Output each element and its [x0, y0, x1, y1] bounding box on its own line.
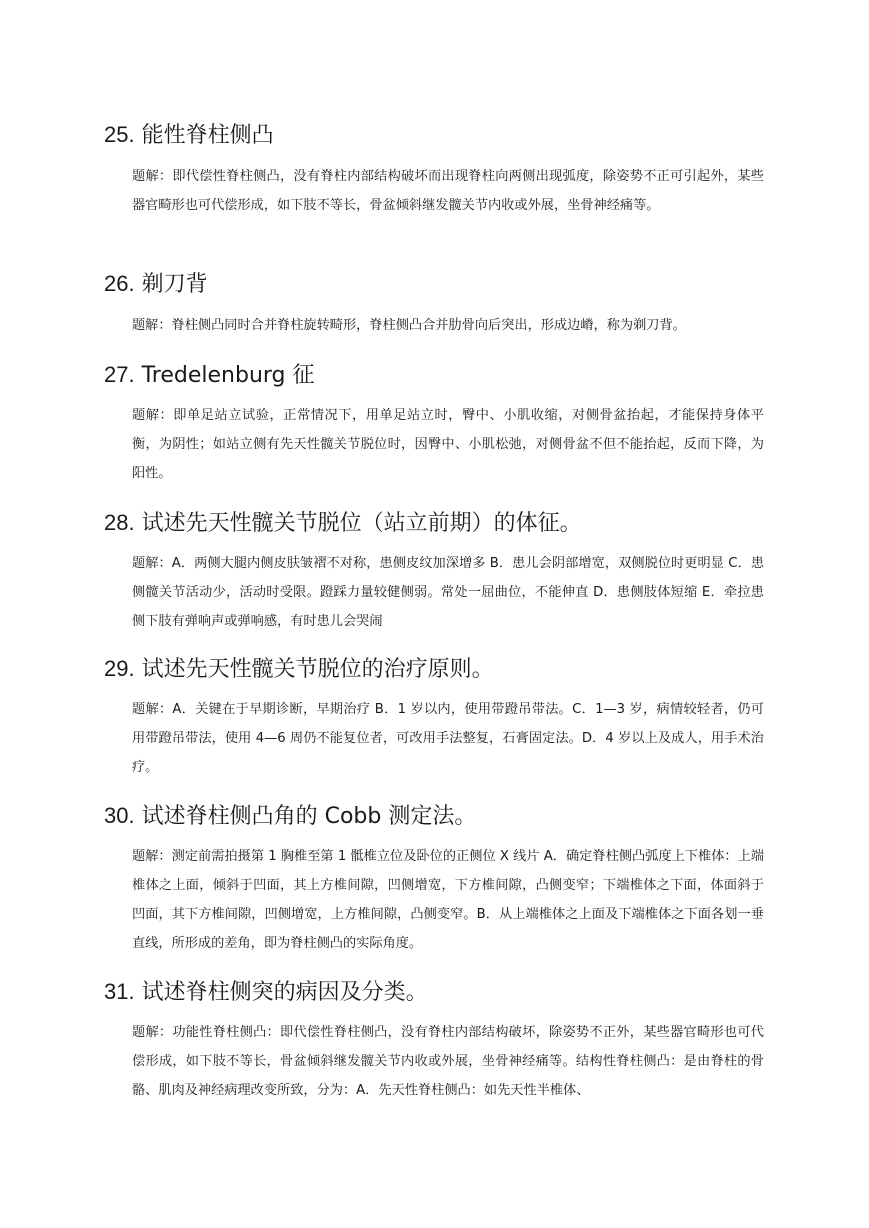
question-text: 试述脊柱侧突的病因及分类。: [141, 980, 428, 1005]
question-number: 31.: [104, 979, 135, 1004]
question-number: 28.: [104, 510, 135, 535]
question-title: [104, 361, 764, 390]
question-29: [104, 655, 764, 782]
question-title: [104, 270, 764, 299]
question-31: [104, 978, 764, 1105]
question-text: 试述先天性髋关节脱位的治疗原则。: [141, 657, 494, 682]
answer-text: 题解：即代偿性脊柱侧凸，没有脊柱内部结构破坏而出现脊柱向两侧出现弧度，除姿势不正可引起外，某些器官畸形也可代偿形成，如下肢不等长，骨盆倾斜继发髋关节内收或外展，坐骨神经痛等。: [132, 169, 764, 213]
question-30: [104, 802, 764, 958]
question-title: [104, 121, 764, 150]
answer-text: 题解：即单足站立试验，正常情况下，用单足站立时，臀中、小肌收缩，对侧骨盆抬起，才能保持身体平衡，为阴性；如站立侧有先天性髋关节脱位时，因臀中、小肌松弛，对侧骨盆不但不能抬起，反而下降，为阳性。: [132, 408, 764, 481]
question-number: 25.: [104, 122, 135, 147]
question-text: 试述脊柱侧凸角的 Cobb 测定法。: [141, 804, 477, 829]
question-title: [104, 509, 764, 538]
question-number: 30.: [104, 803, 135, 828]
question-number: 29.: [104, 656, 135, 681]
question-text: 剃刀背: [141, 272, 208, 297]
answer-text: 题解：A．两侧大腿内侧皮肤皱褶不对称，患侧皮纹加深增多 B．患儿会阴部增宽，双侧脱位时更明显 C．患侧髋关节活动少，活动时受限。蹬踩力量较健侧弱。常处一屈曲位，不能伸直 D．患侧肢体短缩 E．牵拉患侧下肢有弹响声或弹响感，有时患儿会哭闹: [132, 556, 764, 629]
question-title: [104, 655, 764, 684]
question-text: Tredelenburg 征: [141, 363, 315, 388]
question-title: [104, 978, 764, 1007]
question-title: [104, 802, 764, 831]
question-text: 能性脊柱侧凸: [141, 123, 274, 148]
answer-text: 题解：测定前需拍摄第 1 胸椎至第 1 骶椎立位及卧位的正侧位 X 线片 A．确定脊柱侧凸弧度上下椎体：上端椎体之上面，倾斜于凹面，其上方椎间隙，凹侧增宽，下方椎间隙，凸侧变窄；下端椎体之下面，体面斜于凹面，其下方椎间隙，凹侧增宽，上方椎间隙，凸侧变窄。B．从上端椎体之上面及下端椎体之下面各划一垂直线，所形成的差角，即为脊柱侧凸的实际角度。: [132, 849, 764, 951]
question-25: [104, 121, 764, 220]
answer-text: 题解：功能性脊柱侧凸：即代偿性脊柱侧凸，没有脊柱内部结构破坏，除姿势不正外，某些器官畸形也可代偿形成，如下肢不等长，骨盆倾斜继发髋关节内收或外展，坐骨神经痛等。结构性脊柱侧凸：是由脊柱的骨骼、肌肉及神经病理改变所致，分为：A．先天性脊柱侧凸：如先天性半椎体、: [132, 1025, 764, 1098]
question-28: [104, 509, 764, 636]
question-26: [104, 270, 764, 340]
answer-text: 题解：A．关键在于早期诊断，早期治疗 B．1 岁以内，使用带蹬吊带法。C．1—3 岁，病情较轻者，仍可用带蹬吊带法，使用 4—6 周仍不能复位者，可改用手法整复，石膏固定法。D．4 岁以上及成人，用手术治疗。: [132, 702, 764, 775]
question-number: 27.: [104, 362, 135, 387]
answer-text: 题解：脊柱侧凸同时合并脊柱旋转畸形，脊柱侧凸合并肋骨向后突出，形成边嵴，称为剃刀背。: [132, 318, 686, 333]
question-number: 26.: [104, 271, 135, 296]
question-text: 试述先天性髋关节脱位（站立前期）的体征。: [141, 511, 582, 536]
question-27: [104, 361, 764, 488]
